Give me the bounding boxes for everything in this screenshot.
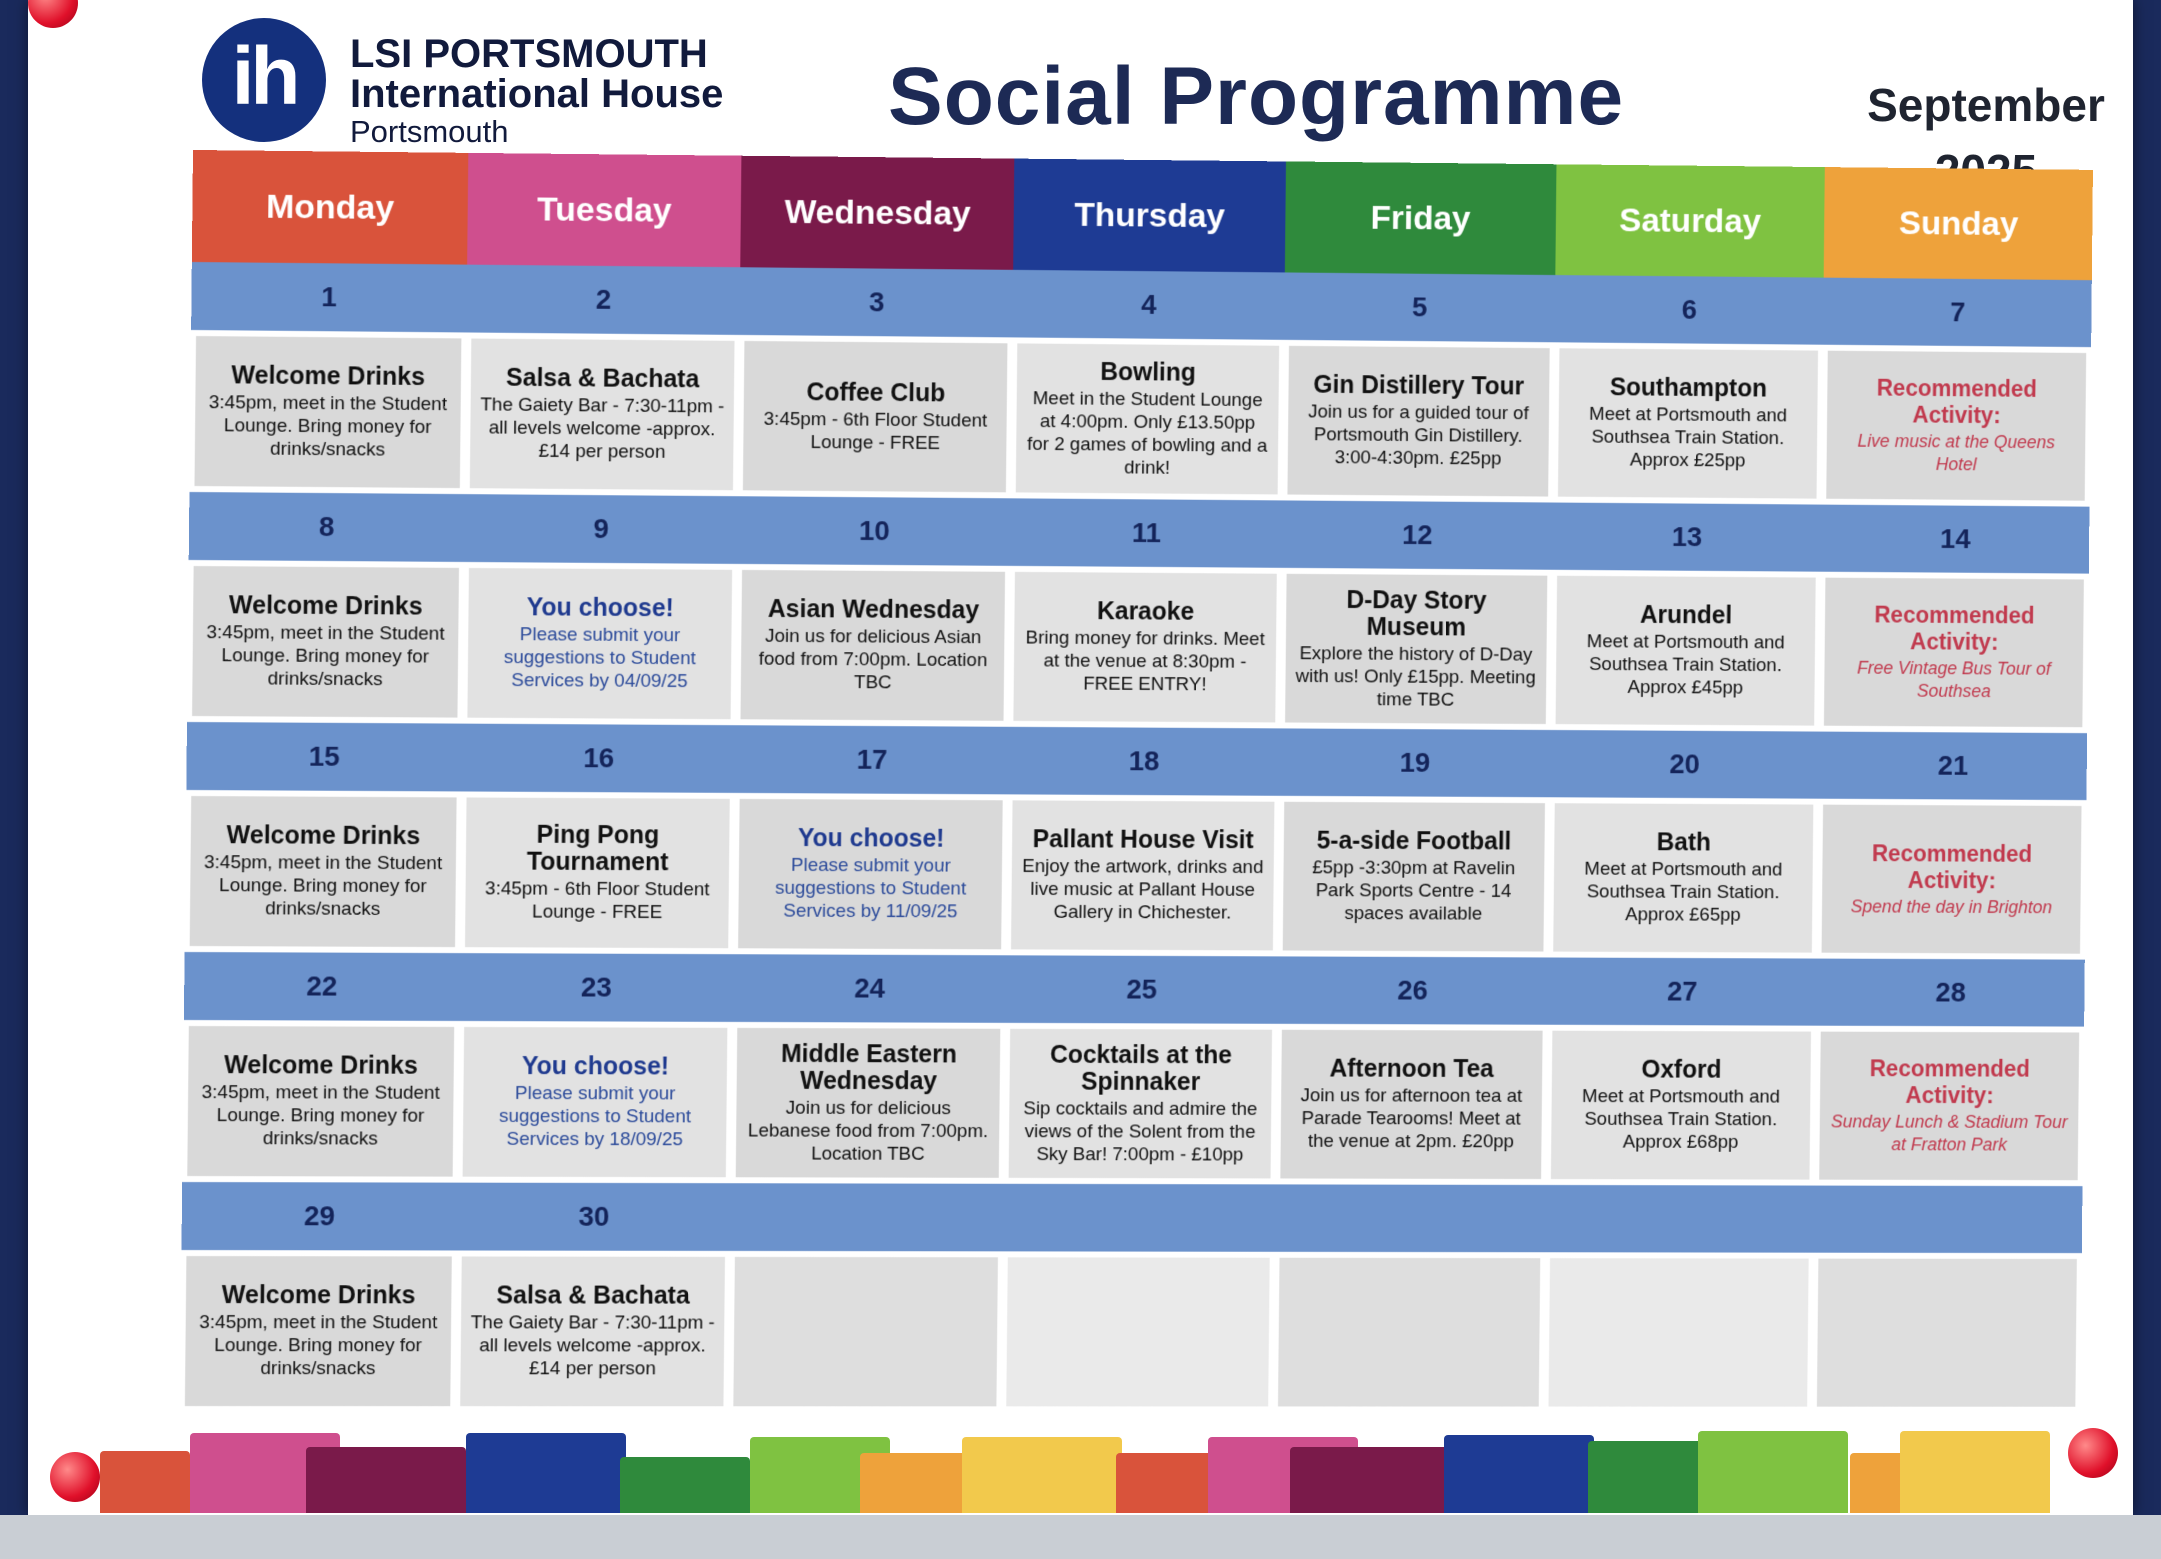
- day-header-monday: Monday: [192, 150, 468, 265]
- date-number: 26: [1397, 974, 1428, 1006]
- activity-cell: [1283, 802, 1545, 952]
- date-number: 23: [580, 971, 613, 1003]
- date-number: 12: [1401, 519, 1433, 551]
- activity-cell: [192, 566, 459, 718]
- activity-title: Gin Distillery Tour: [1313, 370, 1525, 401]
- activity-description: 3:45pm, meet in the Student Lounge. Bring money for drinks/snacks: [201, 1082, 440, 1150]
- activity-title: Recommended Activity:: [1876, 374, 2038, 429]
- day-header-wednesday: Wednesday: [741, 156, 1015, 270]
- activity-title: Cocktails at the Spinnaker: [1049, 1040, 1233, 1096]
- activity-description: Bring money for drinks. Meet at the venue at 8:30pm - FREE ENTRY!: [1025, 627, 1265, 696]
- activity-title: 5-a-side Football: [1316, 826, 1512, 856]
- activity-title: You choose!: [797, 824, 945, 853]
- date-number: 4: [1140, 288, 1157, 320]
- month-label: September: [1867, 79, 2105, 131]
- decorative-tab: [860, 1453, 970, 1513]
- decorative-tab: [1698, 1431, 1848, 1513]
- activity-description: Sip cocktails and admire the views of the Solent from the Sky Bar! 7:00pm - £10pp: [1023, 1097, 1258, 1165]
- activity-title: Afternoon Tea: [1329, 1054, 1494, 1083]
- date-number: 16: [583, 742, 615, 774]
- activity-description: Please submit your suggestions to Student Services by 18/09/25: [498, 1083, 692, 1151]
- date-number: 9: [593, 513, 610, 545]
- activity-description: Please submit your suggestions to Student Services by 04/09/25: [503, 624, 696, 693]
- activity-description: Meet at Portsmouth and Southsea Train Station. Approx £65pp: [1584, 858, 1783, 926]
- date-number: [1275, 1184, 1546, 1252]
- activity-cell: [1016, 343, 1279, 494]
- date-number: [1545, 1185, 1815, 1253]
- activity-description: 3:45pm - 6th Floor Student Lounge - FREE: [484, 878, 710, 924]
- activity-cell: [470, 339, 735, 491]
- activity-title: Welcome Drinks: [224, 1051, 418, 1080]
- activity-title: Recommended Activity:: [1871, 839, 2033, 893]
- activity-description: 3:45pm - 6th Floor Student Lounge - FREE: [763, 408, 988, 454]
- date-number: 14: [1940, 523, 1971, 555]
- date-number: 11: [1131, 517, 1162, 549]
- week-1: [189, 262, 2091, 507]
- activity-description: 3:45pm, meet in the Student Lounge. Bring money for drinks/snacks: [206, 622, 445, 691]
- date-number: 21: [1937, 750, 1969, 781]
- date-number: 13: [1671, 521, 1703, 553]
- page-title: Social Programme: [888, 51, 1625, 142]
- activity-cell: [187, 1026, 454, 1177]
- empty-day-cell: [1817, 1259, 2077, 1407]
- decorative-tab: [466, 1433, 626, 1513]
- day-header-sunday: Sunday: [1824, 167, 2093, 280]
- date-number: 3: [868, 286, 885, 318]
- activity-description: Free Vintage Bus Tour of Southsea: [1857, 657, 2051, 702]
- activity-description: 3:45pm, meet in the Student Lounge. Bring money for drinks/snacks: [208, 392, 448, 461]
- decorative-tab: [1290, 1447, 1450, 1513]
- activity-title: Karaoke: [1096, 597, 1195, 626]
- activity-title: Salsa & Bachata: [505, 363, 700, 394]
- activity-description: Meet at Portsmouth and Southsea Train Station. Approx £25pp: [1589, 403, 1788, 472]
- date-number: 7: [1949, 296, 1966, 328]
- activity-row: [185, 790, 2087, 960]
- activity-description: Enjoy the artwork, drinks and live music at Pallant House Gallery in Chichester.: [1022, 856, 1264, 924]
- activity-description: Meet at Portsmouth and Southsea Train Station. Approx £45pp: [1586, 631, 1785, 699]
- day-header-friday: Friday: [1285, 161, 1556, 275]
- date-number: 17: [856, 743, 888, 775]
- activity-cell: [194, 336, 461, 488]
- activity-cell: [462, 1027, 727, 1177]
- date-number: 20: [1669, 748, 1700, 780]
- activity-title: You choose!: [521, 1052, 670, 1081]
- date-number: 24: [854, 972, 886, 1004]
- activity-title: Arundel: [1639, 601, 1733, 630]
- activity-description: £5pp -3:30pm at Ravelin Park Sports Centre - 14 spaces available: [1312, 857, 1516, 925]
- school-name: [350, 34, 723, 150]
- activity-description: Meet at Portsmouth and Southsea Train Station. Approx £68pp: [1581, 1086, 1781, 1153]
- activity-cell: [1014, 572, 1277, 723]
- date-number: 1: [321, 281, 338, 313]
- activity-description: Live music at the Queens Hotel: [1857, 430, 2056, 475]
- date-number: 2: [595, 283, 612, 315]
- activity-cell: [743, 341, 1007, 492]
- activity-cell: [460, 1256, 725, 1406]
- activity-description: The Gaiety Bar - 7:30-11pm - all levels welcome -approx. £14 per person: [470, 1312, 715, 1380]
- activity-title: Oxford: [1641, 1055, 1722, 1084]
- board-frame: [0, 1515, 2161, 1559]
- date-number: 19: [1399, 746, 1431, 778]
- decorative-tab: [962, 1437, 1122, 1513]
- empty-day-cell: [734, 1257, 998, 1406]
- empty-day-cell: [1006, 1257, 1269, 1406]
- activity-title: Recommended Activity:: [1869, 1055, 2031, 1109]
- activity-row: [180, 1250, 2082, 1413]
- activity-row: [189, 330, 2091, 507]
- activity-description: Join us for delicious Asian food from 7:00pm. Location TBC: [758, 625, 988, 694]
- decorative-tab: [100, 1451, 190, 1513]
- activity-description: 3:45pm, meet in the Student Lounge. Bring money for drinks/snacks: [199, 1312, 438, 1380]
- date-number: 25: [1126, 973, 1158, 1005]
- decorative-tab: [620, 1457, 750, 1513]
- week-5: [180, 1182, 2083, 1413]
- activity-cell: [1824, 578, 2084, 728]
- date-number: 18: [1128, 745, 1160, 777]
- decorative-color-tabs: [100, 1428, 2060, 1513]
- pin-bottom-right: [2068, 1428, 2118, 1478]
- empty-day-cell: [1278, 1258, 1540, 1407]
- decorative-tab: [1116, 1453, 1216, 1513]
- day-header-saturday: Saturday: [1555, 164, 1825, 277]
- activity-title: Welcome Drinks: [228, 591, 423, 621]
- date-number: 30: [578, 1200, 610, 1232]
- decorative-tab: [1444, 1435, 1594, 1513]
- activity-description: Join us for afternoon tea at Parade Tearooms! Meet at the venue at 2pm. £20pp: [1300, 1085, 1523, 1153]
- activity-title: Middle Eastern Wednesday: [780, 1039, 957, 1095]
- date-number: 15: [308, 740, 341, 772]
- activity-cell: [465, 797, 730, 948]
- ih-logo: ih: [202, 18, 326, 142]
- activity-title: Asian Wednesday: [767, 595, 980, 625]
- date-number: 8: [318, 510, 335, 543]
- date-number: 22: [306, 970, 338, 1002]
- date-number-row: [184, 952, 2085, 1027]
- week-3: [185, 722, 2088, 960]
- date-number-row: [181, 1182, 2082, 1253]
- empty-day-cell: [1548, 1258, 1809, 1406]
- poster: [28, 0, 2133, 1515]
- day-header-tuesday: Tuesday: [467, 153, 742, 267]
- activity-title: Coffee Club: [806, 377, 946, 407]
- pin-bottom-left: [50, 1452, 100, 1502]
- activity-cell: [190, 796, 457, 947]
- activity-title: Pallant House Visit: [1032, 825, 1254, 855]
- activity-description: Sunday Lunch & Stadium Tour at Fratton Park: [1830, 1111, 2068, 1155]
- activity-title: Salsa & Bachata: [496, 1281, 690, 1310]
- activity-cell: [1555, 576, 1816, 726]
- activity-title: Welcome Drinks: [226, 821, 421, 851]
- activity-description: Please submit your suggestions to Student Services by 11/09/25: [774, 854, 967, 923]
- activity-title: Recommended Activity:: [1874, 601, 2035, 655]
- date-number: [730, 1183, 1003, 1251]
- activity-description: Explore the history of D-Day with us! Only £15pp. Meeting time TBC: [1295, 642, 1536, 711]
- activity-cell: [185, 1256, 452, 1406]
- activity-cell: [1011, 800, 1274, 950]
- decorative-tab: [306, 1447, 466, 1513]
- decorative-tab: [1900, 1431, 2050, 1513]
- activity-row: [187, 560, 2089, 733]
- week-4: [182, 952, 2085, 1186]
- date-number-row: [186, 722, 2087, 800]
- activity-description: Join us for delicious Lebanese food from 7:00pm. Location TBC: [747, 1097, 989, 1165]
- activity-cell: [1827, 351, 2087, 501]
- activity-cell: [736, 1028, 1000, 1178]
- activity-description: The Gaiety Bar - 7:30-11pm - all levels welcome -approx. £14 per person: [480, 394, 725, 463]
- week-2: [187, 492, 2089, 733]
- date-number: 29: [303, 1200, 336, 1232]
- activity-cell: [1558, 348, 1819, 498]
- date-number: 28: [1935, 976, 1966, 1008]
- calendar-grid: [179, 150, 2093, 1450]
- activity-cell: [1280, 1030, 1542, 1179]
- activity-cell: [1553, 803, 1814, 952]
- activity-description: Meet in the Student Lounge at 4:00pm. Only £13.50pp for 2 games of bowling and a drink!: [1027, 387, 1268, 479]
- school-name-line3: Portsmouth: [350, 114, 509, 149]
- activity-description: Join us for a guided tour of Portsmouth Gin Distillery. 3:00-4:30pm. £25pp: [1308, 401, 1529, 470]
- date-number: 27: [1666, 975, 1698, 1007]
- date-number: 10: [858, 515, 890, 547]
- date-number: 5: [1411, 291, 1428, 323]
- activity-cell: [739, 799, 1003, 949]
- activity-title: Ping Pong Tournament: [526, 820, 669, 877]
- activity-title: Welcome Drinks: [221, 1281, 416, 1310]
- date-number: [1814, 1186, 2083, 1254]
- school-name-line1: LSI PORTSMOUTH: [350, 32, 708, 76]
- activity-title: You choose!: [526, 593, 675, 623]
- activity-title: Southampton: [1609, 373, 1768, 403]
- activity-title: Bath: [1656, 828, 1711, 857]
- activity-title: Bowling: [1100, 357, 1197, 387]
- activity-title: D-Day Story Museum: [1346, 585, 1487, 641]
- activity-cell: [467, 568, 732, 719]
- date-number: [1003, 1184, 1275, 1252]
- activity-cell: [1822, 805, 2082, 954]
- weeks: [180, 262, 2092, 1413]
- day-header-row: [192, 150, 2093, 280]
- activity-cell: [1285, 574, 1547, 724]
- activity-cell: [1287, 346, 1549, 497]
- activity-title: Welcome Drinks: [231, 361, 426, 391]
- activity-cell: [1550, 1031, 1811, 1180]
- day-header-thursday: Thursday: [1013, 159, 1286, 273]
- date-number: 6: [1681, 294, 1698, 325]
- activity-cell: [741, 570, 1005, 721]
- activity-description: Spend the day in Brighton: [1850, 896, 2053, 917]
- activity-cell: [1820, 1032, 2080, 1181]
- activity-cell: [1009, 1029, 1272, 1179]
- activity-description: 3:45pm, meet in the Student Lounge. Bring money for drinks/snacks: [203, 852, 443, 920]
- activity-row: [182, 1020, 2084, 1186]
- school-name-line2: International House: [350, 72, 724, 116]
